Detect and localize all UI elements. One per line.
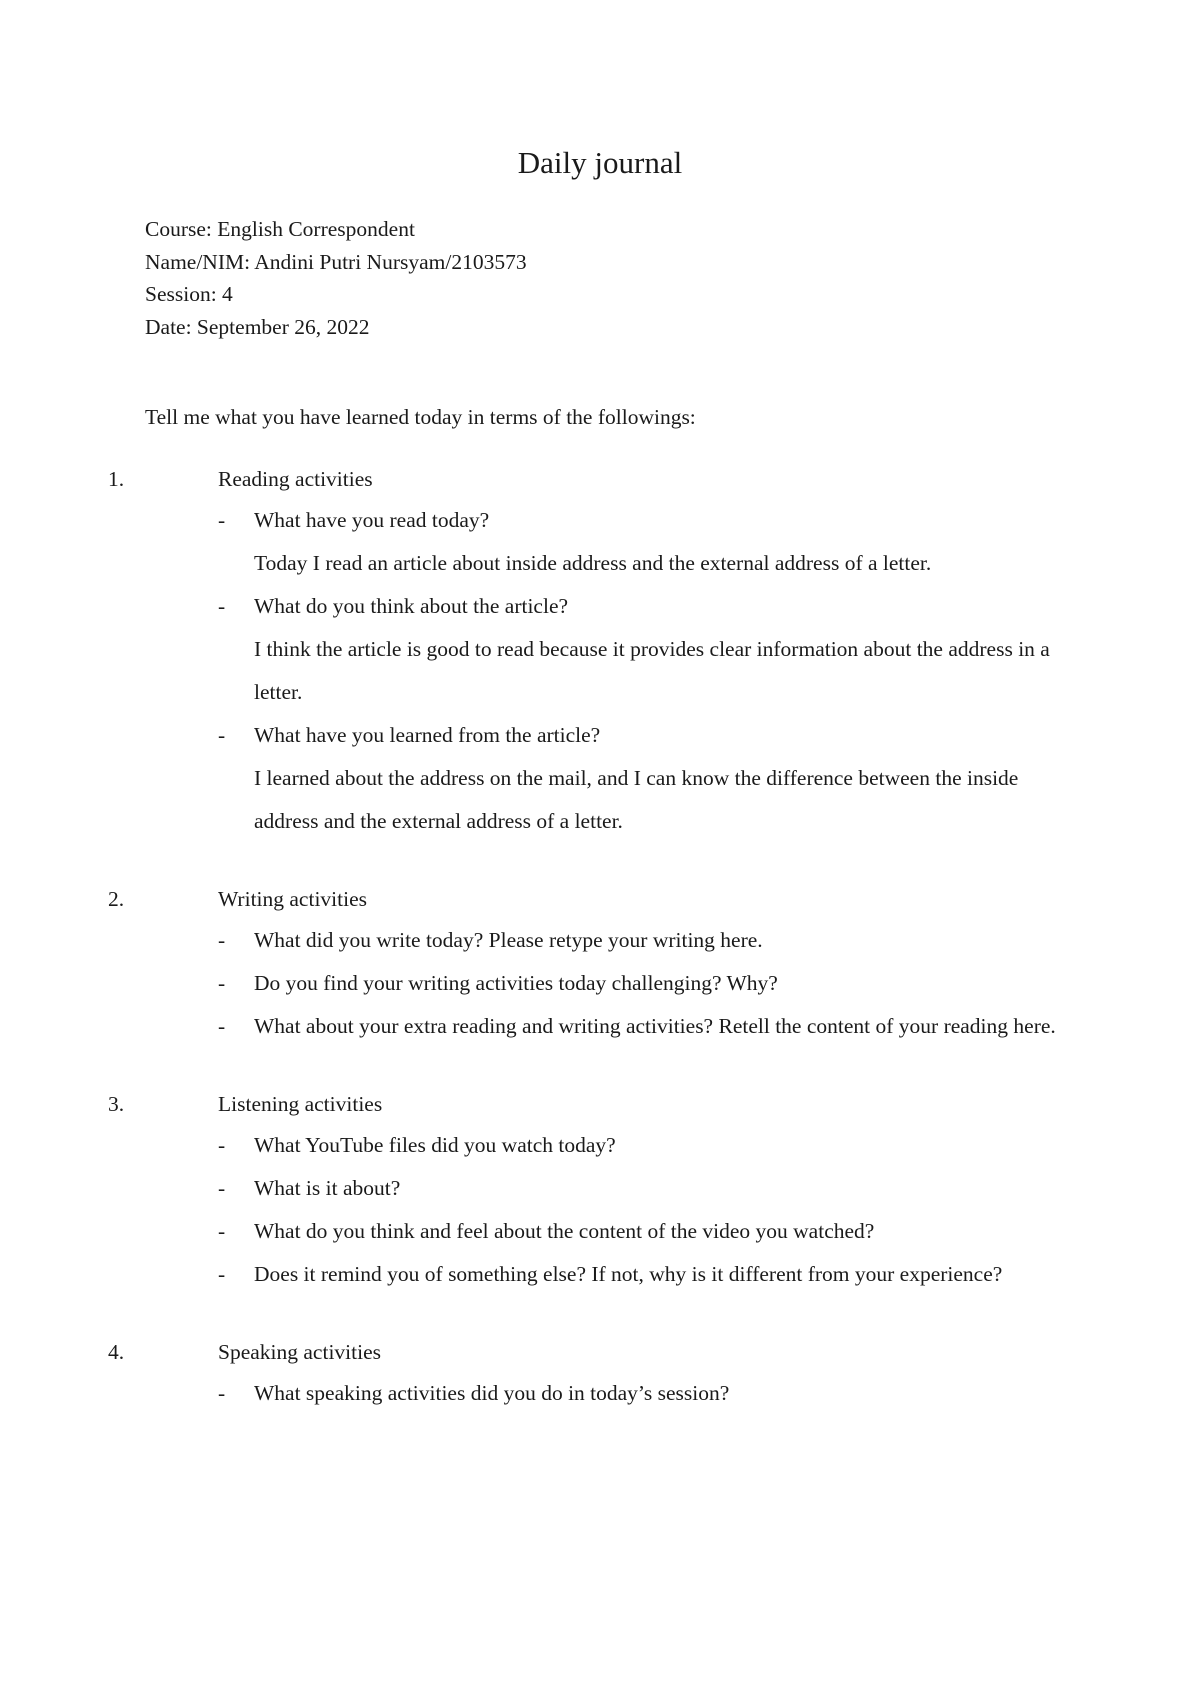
list-item: [218, 919, 1060, 962]
dash-marker: -: [218, 594, 226, 618]
bullet-list: [218, 1372, 1060, 1415]
list-item: [218, 1210, 1060, 1253]
answer-text: I think the article is good to read because it provides clear information about the address in a letter.: [254, 637, 1050, 704]
journal-prompt: Tell me what you have learned today in terms of the followings:: [145, 405, 696, 429]
list-item: [218, 714, 1060, 843]
list-item: [218, 1372, 1060, 1415]
section-reading: [108, 463, 1060, 843]
meta-date: Date: September 26, 2022: [145, 314, 370, 339]
question-text: What did you write today? Please retype your writing here.: [254, 928, 763, 952]
answer-text: I learned about the address on the mail, and I can know the difference between the inside address and the external address of a letter.: [254, 766, 1019, 833]
section-number: 4.: [108, 1340, 125, 1364]
meta-block: [145, 213, 1060, 343]
question-text: What about your extra reading and writing activities? Retell the content of your reading here.: [254, 1014, 1056, 1038]
section-heading: Speaking activities: [218, 1340, 382, 1364]
question-text: What YouTube files did you watch today?: [254, 1133, 616, 1157]
bullet-list: [218, 1124, 1060, 1296]
dash-marker: -: [218, 1262, 226, 1286]
document-title: Daily journal: [517, 145, 683, 180]
section-heading: Listening activities: [218, 1092, 383, 1116]
question-text: What is it about?: [254, 1176, 401, 1200]
dash-marker: -: [218, 1176, 226, 1200]
list-item: [218, 1167, 1060, 1210]
list-item: [218, 1253, 1060, 1296]
meta-course: Course: English Correspondent: [145, 217, 415, 241]
section-heading: Reading activities: [218, 467, 373, 491]
section-speaking: [108, 1336, 1060, 1415]
question-text: Does it remind you of something else? If not, why is it different from your experience?: [254, 1262, 1003, 1286]
meta-session: Session: 4: [145, 282, 233, 306]
question-text: What do you think and feel about the content of the video you watched?: [254, 1219, 875, 1243]
dash-marker: -: [218, 1133, 226, 1157]
bullet-list: [218, 919, 1060, 1048]
dash-marker: -: [218, 1381, 226, 1405]
question-text: What speaking activities did you do in today’s session?: [254, 1381, 730, 1405]
section-list: [108, 463, 1060, 1415]
question-text: Do you find your writing activities today challenging? Why?: [254, 971, 778, 995]
section-listening: [108, 1088, 1060, 1296]
dash-marker: -: [218, 723, 226, 747]
list-item: [218, 962, 1060, 1005]
dash-marker: -: [218, 1219, 226, 1243]
section-number: 3.: [108, 1092, 125, 1116]
list-item: [218, 1005, 1060, 1048]
dash-marker: -: [218, 508, 226, 532]
list-item: [218, 499, 1060, 585]
dash-marker: -: [218, 971, 226, 995]
section-writing: [108, 883, 1060, 1048]
question-text: What have you learned from the article?: [254, 723, 601, 747]
dash-marker: -: [218, 1014, 226, 1038]
dash-marker: -: [218, 928, 226, 952]
section-heading: Writing activities: [218, 887, 367, 911]
question-text: What have you read today?: [254, 508, 490, 532]
question-text: What do you think about the article?: [254, 594, 569, 618]
answer-text: Today I read an article about inside address and the external address of a letter.: [254, 551, 932, 575]
meta-name: Name/NIM: Andini Putri Nursyam/2103573: [145, 249, 527, 274]
list-item: [218, 585, 1060, 714]
section-number: 1.: [108, 467, 125, 491]
section-number: 2.: [108, 887, 125, 911]
list-item: [218, 1124, 1060, 1167]
bullet-list: [218, 499, 1060, 843]
